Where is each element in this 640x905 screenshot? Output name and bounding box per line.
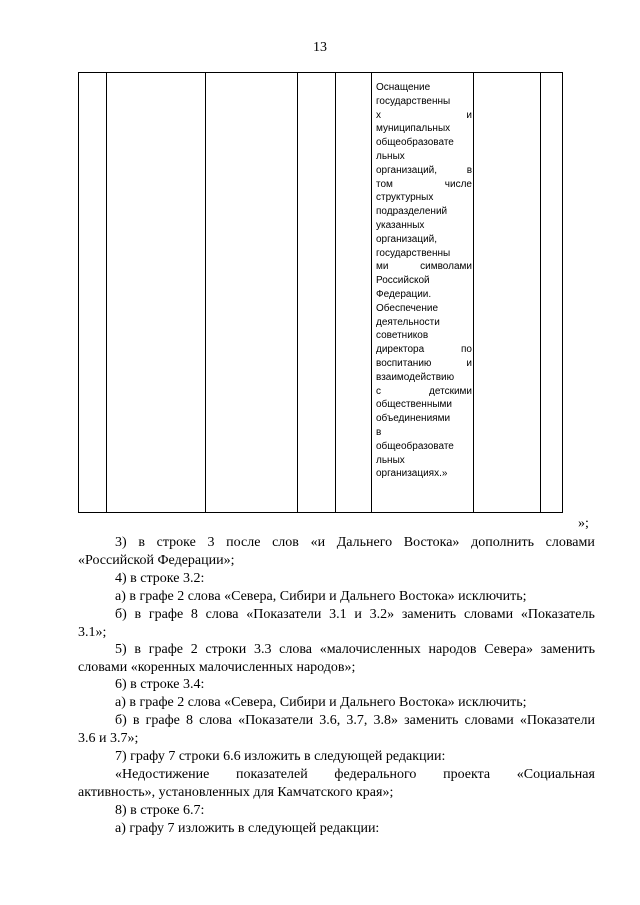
paragraph-word: 3.3: [253, 642, 272, 657]
paragraph-line: 6) в строке 3.4:: [115, 677, 205, 692]
cell-line: [376, 343, 472, 357]
cell-word: директора: [376, 344, 425, 356]
paragraph-line: 8) в строке 6.7:: [115, 803, 205, 818]
paragraph-word: графе: [145, 713, 180, 728]
cell-line: общеобразовате: [376, 137, 454, 149]
paragraph-line: «Российской Федерации»;: [78, 553, 235, 568]
paragraph-word: «малочисленных: [319, 642, 421, 657]
paragraph-word: и: [354, 607, 362, 622]
paragraph-word: Дальнего: [336, 535, 393, 550]
cell-line: [376, 109, 472, 123]
paragraph-word: слова: [205, 607, 239, 622]
table-fragment: [78, 72, 563, 513]
paragraph-word: в: [134, 642, 142, 657]
paragraph-word: б): [115, 713, 127, 728]
paragraph-word: 2: [190, 642, 198, 657]
cell-line: Оснащение: [376, 82, 431, 93]
cell-line: организаций,: [376, 233, 438, 245]
cell-word: по: [461, 344, 472, 356]
table-column-divider: [205, 73, 206, 512]
paragraph-word: словами: [464, 713, 514, 728]
paragraph-word: 8: [186, 713, 193, 728]
paragraph-word: после: [226, 535, 261, 550]
cell-line: Обеспечение: [376, 302, 439, 314]
cell-line: взаимодействию: [376, 371, 455, 383]
paragraph-word: 8: [190, 607, 198, 622]
cell-word: символами: [420, 261, 472, 273]
cell-word: ми: [376, 261, 389, 273]
paragraph-word: строки: [205, 642, 247, 657]
paragraph-line: [115, 712, 595, 730]
cell-line: в: [376, 426, 382, 438]
cell-line: советников: [376, 330, 429, 342]
cell-word: с: [376, 385, 381, 397]
paragraph-word: «Показатель: [520, 607, 595, 622]
paragraph-word: показателей: [236, 767, 308, 782]
paragraph-word: 3.2»: [369, 607, 395, 622]
paragraph-word: заменить: [401, 607, 457, 622]
cell-word: и: [466, 357, 472, 369]
cell-line: государственны: [376, 95, 451, 107]
paragraph-line: активность», установленных для Камчатского края»;: [78, 785, 394, 800]
table-cell-text: [376, 81, 472, 481]
paragraph-word: 3.7,: [346, 713, 368, 728]
paragraph-line: [115, 534, 595, 552]
paragraph-line: [115, 641, 595, 659]
cell-line: объединениями: [376, 413, 451, 425]
cell-line: [376, 178, 472, 192]
cell-line: Федерации.: [376, 288, 432, 300]
paragraph-word: строке: [156, 535, 196, 550]
table-column-divider: [540, 73, 541, 512]
paragraph-line: 3.1»;: [78, 625, 107, 640]
paragraph-line: [115, 606, 595, 624]
paragraph-word: «Недостижение: [115, 767, 210, 782]
paragraph-word: словами: [463, 607, 514, 622]
closing-quote: »;: [578, 516, 589, 531]
paragraph-word: заменить: [540, 642, 595, 657]
cell-line: общеобразовате: [376, 440, 454, 452]
cell-line: государственны: [376, 247, 451, 259]
paragraph-word: слова: [199, 713, 232, 728]
page-number: 13: [313, 40, 327, 55]
table-column-divider: [297, 73, 298, 512]
table-column-divider: [371, 73, 372, 512]
paragraph-word: «Показатели: [246, 607, 322, 622]
cell-line: муниципальных: [376, 123, 451, 135]
paragraph-line: а) графу 7 изложить в следующей редакции:: [115, 821, 380, 836]
table-column-divider: [335, 73, 336, 512]
paragraph-word: федерального: [334, 767, 417, 782]
paragraph-word: «и: [310, 535, 326, 550]
cell-line: [376, 164, 472, 178]
paragraph-word: «Показатели: [519, 713, 595, 728]
cell-line: общественными: [376, 399, 453, 411]
cell-word: воспитанию: [376, 357, 432, 369]
paragraph-word: в: [138, 535, 145, 550]
table-column-divider: [106, 73, 107, 512]
paragraph-word: 3.1: [329, 607, 347, 622]
paragraph-word: проекта: [443, 767, 491, 782]
cell-line: подразделений: [376, 206, 448, 218]
cell-line: организациях.»: [376, 468, 448, 480]
paragraph-line: 4) в строке 3.2:: [115, 571, 205, 586]
cell-word: х: [376, 109, 381, 121]
paragraph-word: Севера»: [484, 642, 533, 657]
paragraph-word: словами: [545, 535, 595, 550]
table-column-divider: [473, 73, 474, 512]
cell-line: Российской: [376, 275, 430, 287]
paragraph-line: словами «коренных малочисленных народов»;: [78, 660, 356, 675]
paragraph-word: в: [132, 713, 140, 728]
cell-line: деятельности: [376, 316, 440, 328]
paragraph-line: [115, 766, 595, 784]
cell-line: [376, 357, 472, 371]
paragraph-line: 7) графу 7 строки 6.6 изложить в следующей редакции:: [115, 749, 446, 764]
paragraph-line: 3.6 и 3.7»;: [78, 731, 139, 746]
paragraph-word: графе: [148, 607, 184, 622]
paragraph-word: 5): [115, 642, 127, 657]
paragraph-line: а) в графе 2 слова «Севера, Сибири и Дальнего Востока» исключить;: [115, 589, 527, 604]
paragraph-word: слов: [272, 535, 299, 550]
cell-word: и: [466, 109, 472, 121]
paragraph-word: дополнить: [471, 535, 534, 550]
cell-line: льных: [376, 150, 405, 162]
paragraph-word: 3.6,: [319, 713, 341, 728]
paragraph-line: а) в графе 2 слова «Севера, Сибири и Дальнего Востока» исключить;: [115, 695, 527, 710]
paragraph-word: б): [115, 607, 127, 622]
paragraph-word: Востока»: [403, 535, 460, 550]
cell-line: льных: [376, 454, 405, 466]
paragraph-word: «Социальная: [516, 767, 595, 782]
cell-line: структурных: [376, 192, 434, 204]
cell-word: том: [376, 178, 393, 190]
paragraph-word: заменить: [404, 713, 459, 728]
paragraph-word: в: [134, 607, 142, 622]
cell-line: [376, 385, 472, 399]
cell-word: организаций,: [376, 164, 438, 176]
cell-word: детскими: [429, 385, 472, 397]
paragraph-word: «Показатели: [238, 713, 314, 728]
paragraph-word: народов: [428, 642, 477, 657]
paragraph-word: 3: [207, 535, 215, 550]
cell-word: в: [466, 164, 472, 176]
cell-line: указанных: [376, 219, 425, 231]
cell-word: числе: [444, 178, 472, 190]
paragraph-word: 3): [115, 535, 127, 550]
paragraph-word: 3.8»: [373, 713, 398, 728]
paragraph-word: графе: [148, 642, 183, 657]
paragraph-word: слова: [279, 642, 312, 657]
cell-line: [376, 260, 472, 274]
